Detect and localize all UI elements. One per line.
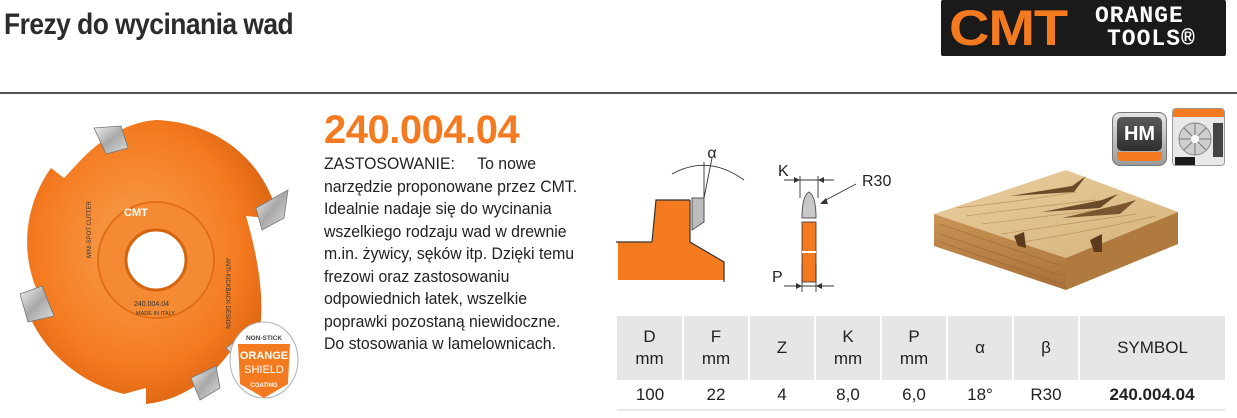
cutter-bore [126, 230, 186, 290]
cutter-origin-text: MADE IN ITALY [136, 311, 175, 317]
page-title: Frezy do wycinania wad [4, 8, 294, 41]
profile-cut [618, 200, 724, 280]
cell-p: 6,0 [881, 380, 947, 410]
cutter-design-text: ANTI-KICKBACK DESIGN [224, 258, 230, 329]
hm-badge-label: HM [1117, 117, 1162, 151]
label-r30: R30 [862, 173, 892, 190]
cell-z: 4 [749, 380, 815, 410]
label-p: P [772, 269, 783, 286]
coating-badge-line2: SHIELD [244, 364, 284, 376]
description-label: ZASTOSOWANIE: [324, 154, 455, 173]
cutter-brand-text: CMT [124, 207, 148, 219]
product-code: 240.004.04 [324, 108, 520, 152]
logo-line1: ORANGE [1095, 3, 1184, 29]
logo-line2: TOOLS® [1107, 26, 1196, 52]
coating-badge-top: NON-STICK [245, 335, 283, 342]
coating-badge-line1: ORANGE [239, 350, 289, 362]
cutter-model-text: MINI-SPOT CUTTER [87, 201, 93, 258]
col-header-k: K mm [815, 316, 881, 380]
tooth-tip [802, 192, 816, 218]
cell-beta: R30 [1013, 380, 1079, 410]
hm-badge [1112, 112, 1167, 166]
product-description [324, 153, 584, 356]
spec-table [617, 316, 1225, 411]
label-alpha: α [707, 145, 717, 162]
wood-illustration [926, 162, 1186, 292]
technical-diagram [612, 140, 912, 300]
coating-badge-icon [230, 322, 298, 398]
col-header-f: F mm [683, 316, 749, 380]
cell-symbol: 240.004.04 [1079, 380, 1225, 410]
label-k: K [778, 163, 789, 180]
description-text: To nowe narzędzie proponowane przez CMT. Idealnie nadaje się do wycinania wszelkiego rodzaju wad w drewnie m.in. żywicy, sęków itp. Dzięki temu frezowi oraz zastosowaniu odpowiednich łatek, wszelkie poprawki pozostaną niewidoczne. Do stosowania w lamelownicach. [324, 154, 578, 353]
cell-alpha: 18° [947, 380, 1013, 410]
cutter-image [6, 108, 306, 418]
cell-d: 100 [617, 380, 683, 410]
col-header-alpha: α [947, 316, 1013, 380]
col-header-d: D mm [617, 316, 683, 380]
blade-profile [692, 198, 704, 230]
table-row [617, 380, 1225, 410]
table-header-row [617, 316, 1225, 380]
header-divider [0, 92, 1237, 94]
col-header-p: P mm [881, 316, 947, 380]
cell-f: 22 [683, 380, 749, 410]
cutter-code-text: 240.004.04 [134, 301, 170, 308]
col-header-symbol: SYMBOL [1079, 316, 1225, 380]
cell-k: 8,0 [815, 380, 881, 410]
packaging-icon [1172, 108, 1225, 166]
logo-brand: CMT [949, 0, 1067, 56]
col-header-beta: β [1013, 316, 1079, 380]
coating-badge-bottom: COATING [250, 383, 278, 389]
cmt-logo [941, 0, 1226, 56]
col-header-z: Z [749, 316, 815, 380]
